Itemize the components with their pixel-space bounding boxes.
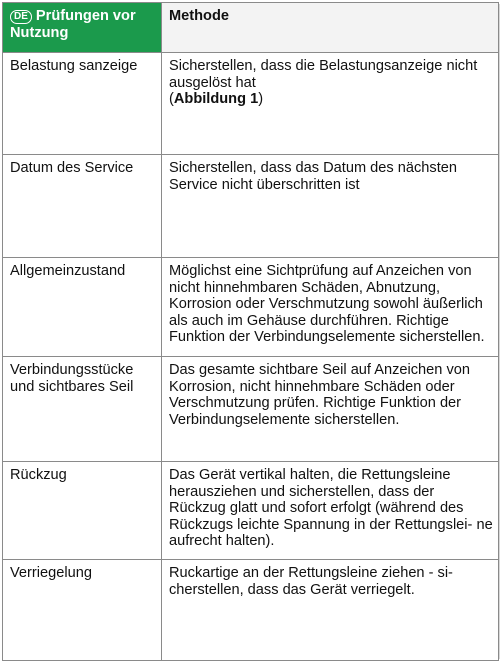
- method-text: Ruckartige an der Rettungsleine ziehen - si- cherstellen, dass das Gerät verriegelt.: [169, 565, 453, 598]
- check-item-cell: [3, 560, 162, 661]
- check-item-cell: [3, 258, 162, 357]
- method-cell: [162, 560, 499, 661]
- header-row: [3, 3, 499, 53]
- check-item: Datum des Service: [10, 160, 134, 176]
- check-item: Allgemeinzustand: [10, 263, 126, 279]
- header-method-title: Methode: [169, 8, 229, 24]
- table-row: [3, 155, 499, 258]
- method-cell: [162, 357, 499, 462]
- figure-ref-open: (: [169, 91, 174, 107]
- figure-ref-close: ): [258, 91, 264, 107]
- method-cell: [162, 53, 499, 155]
- method-cell: [162, 155, 499, 258]
- method-cell: [162, 258, 499, 357]
- inspection-table: [2, 2, 499, 661]
- method-text: Das gesamte sichtbare Seil auf Anzeichen von Korrosion, nicht hinnehmbare Schäden oder Verschmutzung prüfen. Richtige Funktion der Verbindungselemente sicherstellen.: [169, 362, 470, 428]
- check-item: Verbindungsstücke und sichtbares Seil: [10, 362, 134, 395]
- check-item-cell: [3, 53, 162, 155]
- check-item-cell: [3, 155, 162, 258]
- method-cell: [162, 462, 499, 560]
- table-row: [3, 258, 499, 357]
- table-row: [3, 462, 499, 560]
- check-item: Belastung sanzeige: [10, 58, 138, 74]
- header-checks-cell: [3, 3, 162, 53]
- check-item-cell: [3, 462, 162, 560]
- table-row: [3, 357, 499, 462]
- method-text: Das Gerät vertikal halten, die Rettungsleine herausziehen und sicherstellen, dass der Rückzug glatt und sofort erfolgt (während des Rückzugs leichte Spannung in der Rettungslei- ne aufrecht halten).: [169, 467, 493, 549]
- header-method-cell: [162, 3, 499, 53]
- method-text: Sicherstellen, dass die Belastungsanzeige nicht ausgelöst hat: [169, 58, 478, 91]
- header-checks-title: Prüfungen vor Nutzung: [10, 8, 136, 41]
- check-item-cell: [3, 357, 162, 462]
- method-text: Möglichst eine Sichtprüfung auf Anzeichen von nicht hinnehmbaren Schäden, Abnutzung, Korrosion oder Verschmutzung sowohl äußerlich als auch im Gehäuse durchführen. Richtige Funktion der Verbindungselemente sicherstellen.: [169, 263, 485, 345]
- table-row: [3, 560, 499, 661]
- check-item: Rückzug: [10, 467, 67, 483]
- method-text: Sicherstellen, dass das Datum des nächsten Service nicht überschritten ist: [169, 160, 457, 193]
- table-row: [3, 53, 499, 155]
- figure-reference: Abbildung 1: [173, 91, 259, 107]
- language-badge: DE: [10, 10, 32, 24]
- check-item: Verriegelung: [10, 565, 92, 581]
